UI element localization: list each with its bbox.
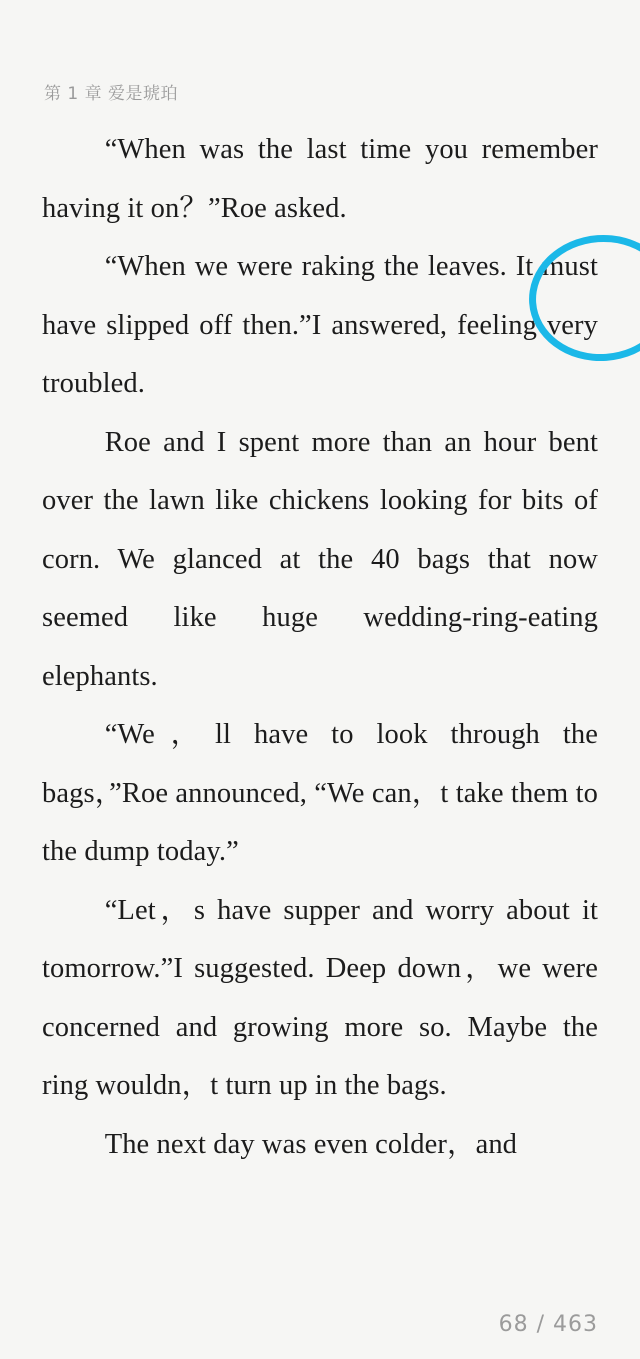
paragraph: “When was the last time you remember having it on？”Roe asked. (42, 134, 598, 224)
page-body-text[interactable] (42, 121, 598, 1174)
paragraph: “When we were raking the leaves. It must have slipped off then.”I answered, feeling very troubled. (42, 251, 598, 399)
paragraph: “Let，s have supper and worry about it tomorrow.”I suggested. Deep down，we were concerned and growing more so. Maybe the ring wouldn，t turn up in the bags. (42, 894, 598, 1101)
paragraph: Roe and I spent more than an hour bent over the lawn like chickens looking for bits of corn. We glanced at the 40 bags that now seemed like huge wedding-ring-eating elephants. (42, 426, 598, 692)
chapter-title: 第 1 章 爱是琥珀 (44, 84, 179, 104)
paragraph: The next day was even colder，and (104, 1128, 518, 1160)
page-number-indicator: 68 / 463 (498, 1312, 598, 1337)
paragraph: “We，ll have to look through the bags，”Roe announced, “We can，t take them to the dump today.” (42, 719, 598, 867)
